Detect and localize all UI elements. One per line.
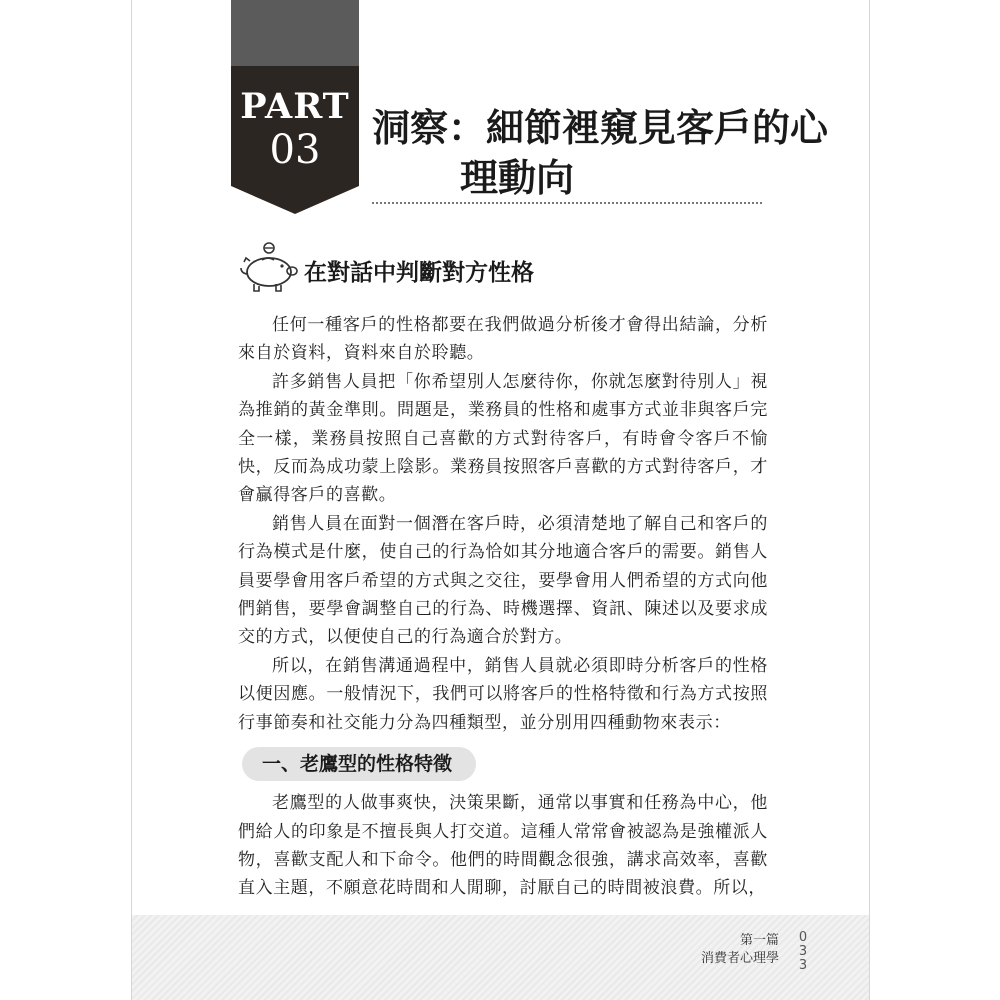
paragraph: 老鷹型的人做事爽快，決策果斷，通常以事實和任務為中心，他們給人的印象是不擅長與人打交道。這種人常常會被認為是強權派人物，喜歡支配人和下命令。他們的時間觀念很強，講求高效率，喜歡直入主題，不願意花時間和人閒聊，討厭自己的時間被浪費。所以， bbox=[238, 793, 768, 899]
paragraph: 任何一種客戶的性格都要在我們做過分析後才會得出結論，分析來自於資料，資料來自於聆聽。 bbox=[238, 315, 768, 364]
page-digit: 3 bbox=[798, 958, 808, 973]
chapter-title-line1: 洞察：細節裡窺見客戶的心 bbox=[372, 106, 829, 150]
page-digit: 3 bbox=[798, 944, 808, 959]
section-heading: 在對話中判斷對方性格 bbox=[304, 260, 534, 286]
running-footer bbox=[701, 932, 779, 968]
body-text bbox=[238, 311, 768, 903]
subsection-heading: 一、老鷹型的性格特徵 bbox=[242, 747, 476, 781]
page-number bbox=[796, 931, 810, 973]
part-word: PART bbox=[240, 86, 350, 127]
page-digit: 0 bbox=[798, 930, 808, 945]
page-footer bbox=[132, 915, 869, 1000]
title-divider bbox=[372, 202, 762, 204]
chapter-title-line2: 理動向 bbox=[460, 156, 575, 200]
footer-part-label: 第一篇 bbox=[739, 933, 779, 948]
book-page bbox=[131, 0, 870, 1000]
paragraph: 銷售人員在面對一個潛在客戶時，必須清楚地了解自己和客戶的行為模式是什麼，使自己的行為恰如其分地適合客戶的需要。銷售人員要學會用客戶希望的方式與之交往，要學會用人們希望的方式向他們銷售，要學會調整自己的行為、時機選擇、資訊、陳述以及要求成交的方式，以便使自己的行為適合於對方。 bbox=[238, 513, 768, 648]
chapter-title bbox=[372, 103, 829, 203]
paragraph: 許多銷售人員把「你希望別人怎麼待你，你就怎麼對待別人」視為推銷的黃金準則。問題是，業務員的性格和處事方式並非與客戶完全一樣，業務員按照自己喜歡的方式對待客戶，有時會令客戶不愉快，反而為成功蒙上陰影。業務員按照客戶喜歡的方式對待客戶，才會贏得客戶的喜歡。 bbox=[238, 371, 768, 506]
part-number: 03 bbox=[269, 127, 321, 173]
footer-book-section: 消費者心理學 bbox=[700, 951, 779, 966]
paragraph: 所以，在銷售溝通過程中，銷售人員就必須即時分析客戶的性格以便因應。一般情況下，我們可以將客戶的性格特徵和行為方式按照行事節奏和社交能力分為四種類型，並分別用四種動物來表示： bbox=[238, 655, 768, 733]
part-banner bbox=[231, 0, 359, 216]
piggy-bank-icon bbox=[238, 240, 300, 296]
